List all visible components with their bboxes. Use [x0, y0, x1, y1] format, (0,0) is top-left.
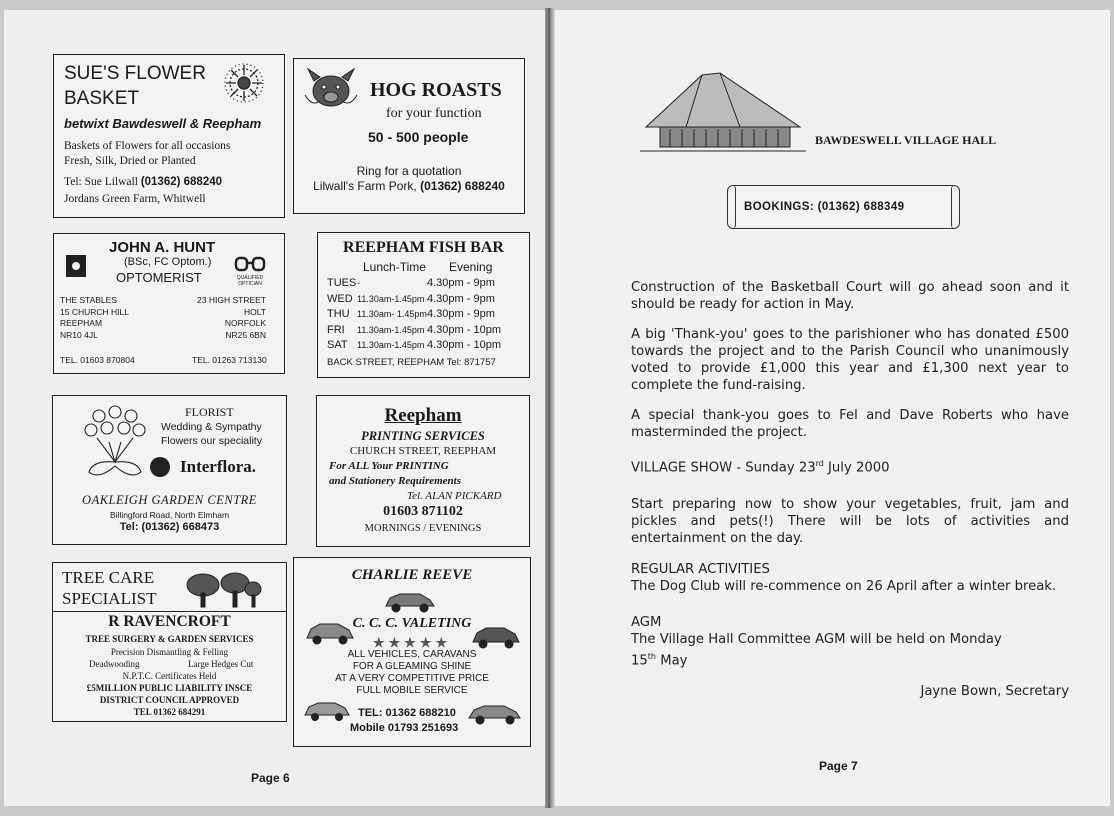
eye-logo-icon — [66, 255, 86, 277]
ad-line4-label: Lilwall's Farm Pork, — [313, 179, 417, 193]
ad-john-hunt — [53, 233, 285, 374]
ad-reepham-printing — [316, 395, 530, 547]
car-icon — [466, 700, 524, 726]
agm-month: May — [656, 653, 688, 669]
ad-oakleigh-florist — [52, 395, 287, 545]
ad-tree-care — [52, 562, 287, 722]
ad-title: HOG ROASTS — [370, 79, 502, 101]
ad-address-right — [197, 295, 266, 341]
row-day: TUES — [327, 277, 357, 289]
ad-florist: FLORIST — [185, 405, 234, 419]
ad-line4 — [294, 179, 524, 193]
ad-address: Billingford Road, North Elmham — [109, 510, 230, 520]
ad-hog-roasts — [293, 58, 525, 214]
regular-text: The Dog Club will re-commence on 26 April after a winter break. — [631, 579, 1057, 595]
ad-tel — [64, 176, 222, 188]
agm-sup: th — [647, 652, 656, 662]
pig-icon — [300, 65, 362, 115]
ad-contact: Tel. ALAN PICKARD — [407, 490, 502, 502]
address-left-line: NR10 4JL — [60, 329, 98, 340]
ad-title: REEPHAM FISH BAR — [343, 239, 504, 256]
article-paragraph: A special thank-you goes to Fel and Dave Roberts who have masterminded the project. — [631, 408, 1069, 440]
ad-line2: Fresh, Silk, Dried or Planted — [64, 155, 196, 167]
ad-title: CHARLIE REEVE — [351, 567, 473, 583]
glasses-icon — [234, 255, 266, 273]
ad-interflora: Interflora. — [180, 457, 257, 476]
ad-services: TREE SURGERY & GARDEN SERVICES — [85, 634, 254, 644]
ad-line1: For ALL Your PRINTING — [329, 460, 449, 472]
agm-heading: AGM — [631, 615, 662, 631]
row-evening: 4.30pm - 9pm — [427, 292, 495, 305]
ad-address: Jordans Green Farm, Whitwell — [64, 193, 206, 205]
address-left-line: REEPHAM — [60, 318, 103, 328]
flower-icon — [218, 61, 270, 107]
bookings-text: BOOKINGS: (01362) 688349 — [744, 201, 905, 213]
ad-line4: £5MILLION PUBLIC LIABILITY INSCE — [86, 683, 253, 693]
ad-line3: Ring for a quotation — [356, 164, 462, 178]
row-lunch: 11.30am-1.45pm — [357, 293, 425, 304]
ad-sues-flower-basket — [53, 54, 285, 218]
ad-line4: FULL MOBILE SERVICE — [356, 685, 468, 696]
village-show-sup: rd — [815, 459, 824, 468]
ad-line2: 50 - 500 people — [368, 129, 469, 145]
ad-footer: BACK STREET, REEPHAM Tel: 871757 — [327, 357, 496, 368]
ad-title-line2: BASKET — [64, 88, 139, 109]
hall-name: BAWDESWELL VILLAGE HALL — [815, 133, 997, 147]
ad-title: Reepham — [384, 405, 462, 426]
ad-name: JOHN A. HUNT — [109, 239, 216, 256]
row-lunch: 11.30am-1.45pm — [357, 340, 425, 350]
ad-line2-right: Large Hedges Cut — [188, 659, 254, 669]
village-show-tail: July 2000 — [823, 460, 890, 476]
address-right-line: NORFOLK — [224, 318, 266, 328]
article-paragraph: Construction of the Basketball Court will go ahead soon and it should be ready for action in May. — [631, 280, 1069, 312]
ad-profession: OPTOMERIST — [116, 270, 202, 285]
ad-line2-left: Deadwooding — [89, 659, 140, 669]
ad-line1: ALL VEHICLES, CARAVANS — [347, 649, 477, 660]
address-right-line: 23 HIGH STREET — [197, 295, 266, 305]
ad-qualified: QUALIFIED OPTICIAN — [236, 275, 264, 287]
divider — [53, 611, 286, 612]
scroll-end — [951, 185, 960, 229]
hours-row — [327, 292, 501, 308]
ad-tagline: betwixt Bawdeswell & Reepham — [64, 116, 262, 131]
ad-mobile: Mobile 01793 251693 — [350, 722, 459, 734]
row-day: WED — [327, 292, 353, 305]
ad-tel: TEL 01362 684291 — [133, 707, 206, 717]
ad-tel-number: (01362) 688240 — [140, 176, 223, 188]
agm-date — [631, 648, 1069, 669]
ad-title-line2: SPECIALIST — [62, 589, 157, 608]
car-icon — [302, 698, 352, 722]
ad-line1: Precision Dismantling & Felling — [110, 647, 229, 657]
ad-subtitle: PRINTING SERVICES — [361, 429, 485, 443]
hours-table — [327, 276, 501, 354]
village-show-text: VILLAGE SHOW - Sunday 23 — [631, 460, 816, 476]
row-evening: 4.30pm - 10pm — [427, 339, 501, 351]
signature: Jayne Bown, Secretary — [920, 683, 1069, 699]
ad-line2: FOR A GLEAMING SHINE — [352, 661, 472, 672]
village-show-heading — [631, 455, 1069, 476]
ad-line1: Baskets of Flowers for all occasions — [64, 140, 231, 152]
agm-text: The Village Hall Committee AGM will be held on Monday — [631, 632, 1002, 648]
row-evening: 4.30pm - 10pm — [427, 323, 501, 336]
ad-line2: Flowers our speciality — [161, 435, 262, 447]
hours-row — [327, 307, 501, 323]
agm-day: 15 — [631, 653, 648, 669]
address-right-line: NR25 6BN — [225, 329, 266, 340]
trees-icon — [183, 571, 263, 609]
row-day: THU — [327, 308, 350, 320]
ad-tel-left: TEL. 01603 870804 — [60, 355, 135, 365]
ad-centre: OAKLEIGH GARDEN CENTRE — [82, 493, 257, 507]
booklet-spine — [545, 8, 555, 808]
ad-line1: for your function — [386, 106, 482, 121]
article-paragraph: A big 'Thank-you' goes to the parishioner who has donated £500 towards the project and to the Parish Council who unanimously voted to provide £1,000 this year and £1,300 next year to complete the fund-raising. — [631, 327, 1069, 393]
ad-reepham-fish-bar — [317, 232, 530, 378]
village-hall-drawing-icon — [640, 69, 806, 155]
col-evening: Evening — [449, 260, 493, 274]
regular-heading: REGULAR ACTIVITIES — [631, 562, 770, 578]
ad-address: CHURCH STREET, REEPHAM — [349, 445, 497, 457]
ad-tel: TEL: 01362 688210 — [358, 707, 456, 719]
ad-line4-number: (01362) 688240 — [420, 179, 505, 193]
address-left-line: 15 CHURCH HILL — [60, 306, 129, 317]
stars-icon: ★★★★★ — [372, 635, 452, 650]
row-day: FRI — [327, 323, 345, 336]
hours-row — [327, 276, 501, 292]
page-number-left: Page 6 — [251, 771, 290, 785]
car-icon — [382, 588, 438, 614]
row-lunch: 11.30am- 1.45pm — [357, 309, 427, 319]
ad-hours: MORNINGS / EVENINGS — [364, 523, 482, 534]
row-evening: 4.30pm - 9pm — [427, 277, 495, 289]
row-lunch: 11.30am-1.45pm — [357, 324, 425, 335]
row-lunch: - — [357, 278, 360, 288]
address-right-line: HOLT — [243, 306, 266, 317]
col-lunch: Lunch-Time — [363, 260, 426, 274]
ad-address-left — [60, 295, 129, 341]
page-number-right: Page 7 — [819, 759, 858, 773]
ad-line3: N.P.T.C. Certificates Held — [122, 671, 217, 681]
ad-title-line1: SUE'S FLOWER — [64, 63, 206, 84]
hours-row — [327, 338, 501, 354]
article — [631, 279, 1069, 700]
row-day: SAT — [327, 339, 348, 351]
interflora-logo-icon — [150, 457, 170, 477]
ad-title-line1: TREE CARE — [62, 568, 155, 587]
ad-tel-label: Tel: Sue Lilwall — [64, 176, 138, 188]
bookings-scroll — [727, 185, 960, 229]
bouquet-icon — [69, 402, 161, 484]
ad-quals: (BSc, FC Optom.) — [124, 256, 212, 268]
ad-subtitle: C. C. C. VALETING — [352, 616, 472, 631]
ad-line3: AT A VERY COMPETITIVE PRICE — [335, 673, 489, 684]
row-evening: 4.30pm - 9pm — [427, 308, 495, 320]
ad-line1: Wedding & Sympathy — [161, 421, 262, 433]
address-left-line: THE STABLES — [60, 295, 117, 305]
scroll-end — [727, 185, 736, 229]
ad-phone: 01603 871102 — [383, 504, 463, 519]
ad-name: R RAVENCROFT — [108, 613, 231, 630]
hours-row — [327, 323, 501, 339]
show-paragraph: Start preparing now to show your vegetables, fruit, jam and pickles and pets(!) There will be lots of activities and entertainment on the day. — [631, 497, 1069, 547]
ad-tel-right: TEL. 01263 713130 — [192, 355, 267, 365]
ad-charlie-reeve — [293, 557, 531, 747]
ad-line2: and Stationery Requirements — [329, 475, 462, 487]
ad-line5: DISTRICT COUNCIL APPROVED — [99, 695, 240, 705]
ad-tel: Tel: (01362) 668473 — [119, 521, 220, 533]
